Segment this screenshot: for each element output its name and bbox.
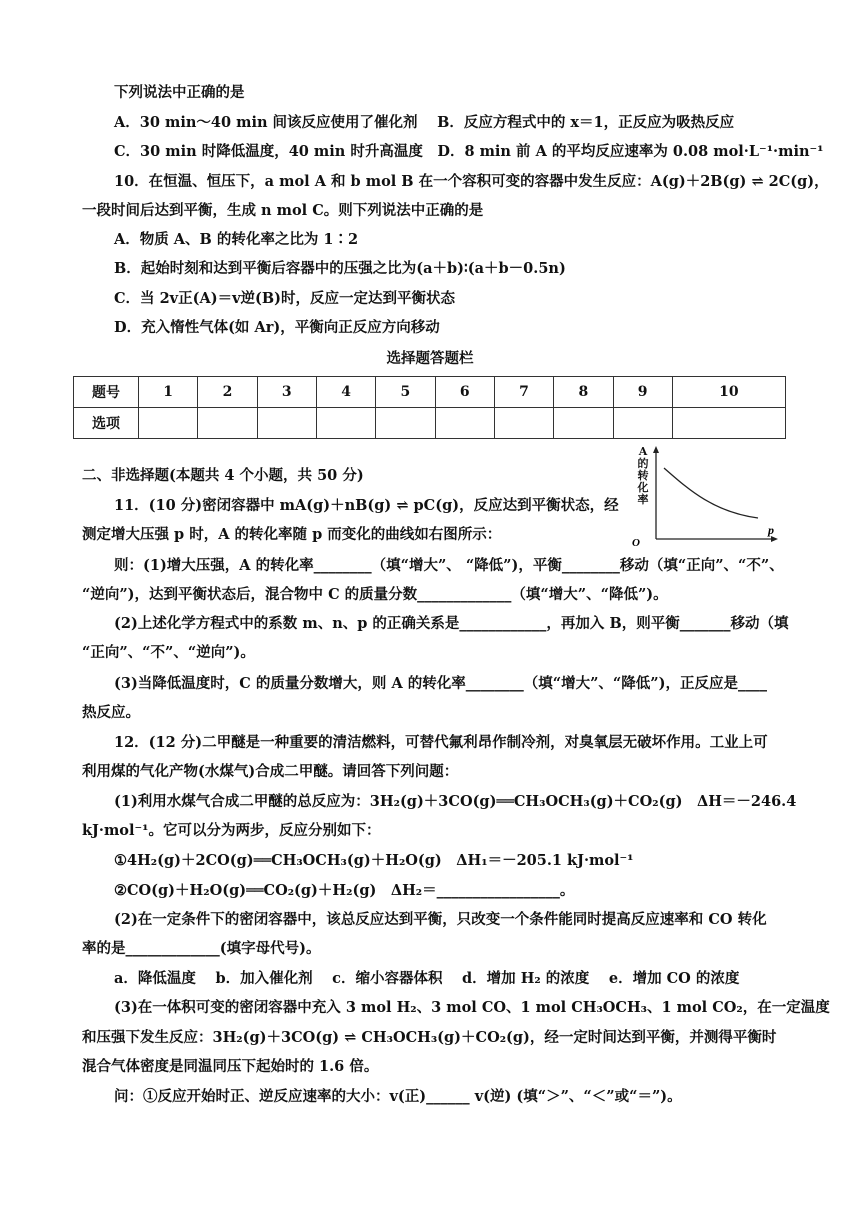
q11-line8: 热反应。 xyxy=(82,704,140,721)
answer-cell[interactable] xyxy=(435,408,494,439)
answer-cell[interactable] xyxy=(672,408,785,439)
answer-number: 3 xyxy=(257,377,316,408)
answer-cell[interactable] xyxy=(316,408,375,439)
q9-option-cd: C．30 min 时降低温度，40 min 时升高温度 D．8 min 前 A 的平均反应速率为 0.08 mol·L⁻¹·min⁻¹ xyxy=(114,143,824,160)
graph-y-arrow xyxy=(653,446,659,453)
answer-cell[interactable] xyxy=(376,408,435,439)
q11-line1: 11．(10 分)密闭容器中 mA(g)＋nB(g) ⇌ pC(g)，反应达到平衡状态，经 xyxy=(114,497,619,514)
q12-line1: 12．(12 分)二甲醚是一种重要的清洁燃料，可替代氟利昂作制冷剂，对臭氧层无破坏作用。工业上可 xyxy=(114,734,768,751)
q10-option-b: B．起始时刻和达到平衡后容器中的压强之比为(a＋b)∶(a＋b－0.5n) xyxy=(114,260,566,277)
answer-table-choice-row xyxy=(74,408,786,439)
q10-option-c: C．当 2v正(A)＝v逆(B)时，反应一定达到平衡状态 xyxy=(114,290,455,307)
q12-line3: (1)利用水煤气合成二甲醚的总反应为：3H₂(g)＋3CO(g)══CH₃OCH₃(g)＋CO₂(g) ΔH＝－246.4 xyxy=(114,793,797,810)
q11-line5: (2)上述化学方程式中的系数 m、n、p 的正确关系是____________，再加入 B，则平衡_______移动（填 xyxy=(114,615,789,632)
q12-line8: 率的是_____________(填字母代号)。 xyxy=(82,940,321,957)
graph-x-label: p xyxy=(768,523,774,537)
answer-cell[interactable] xyxy=(494,408,553,439)
q10-option-d: D．充入惰性气体(如 Ar)，平衡向正反应方向移动 xyxy=(114,319,440,336)
answer-number: 7 xyxy=(494,377,553,408)
q12-line2: 利用煤的气化产物(水煤气)合成二甲醚。请回答下列问题： xyxy=(82,763,459,780)
section2-heading: 二、非选择题(本题共 4 个小题，共 50 分) xyxy=(82,467,364,484)
q12-line7: (2)在一定条件下的密闭容器中，该总反应达到平衡，只改变一个条件能同时提高反应速率和 CO 转化 xyxy=(114,911,767,928)
answer-cell[interactable] xyxy=(257,408,316,439)
answer-number: 4 xyxy=(316,377,375,408)
q12-line6: ②CO(g)＋H₂O(g)══CO₂(g)＋H₂(g) ΔH₂＝_________________。 xyxy=(114,882,575,899)
answer-table-title: 选择题答题栏 xyxy=(386,350,474,367)
answer-number: 5 xyxy=(376,377,435,408)
q12-line9: a．降低温度 b．加入催化剂 c．缩小容器体积 d．增加 H₂ 的浓度 e．增加 CO 的浓度 xyxy=(114,970,740,987)
answer-table-row-label: 选项 xyxy=(74,408,139,439)
answer-number: 6 xyxy=(435,377,494,408)
answer-cell[interactable] xyxy=(554,408,613,439)
graph-y-label: A的转化率 xyxy=(637,445,649,506)
q10-stem-line2: 一段时间后达到平衡，生成 n mol C。则下列说法中正确的是 xyxy=(82,202,484,219)
answer-number: 10 xyxy=(672,377,785,408)
answer-number: 8 xyxy=(554,377,613,408)
q12-line10: (3)在一体积可变的密闭容器中充入 3 mol H₂、3 mol CO、1 mol CH₃OCH₃、1 mol CO₂，在一定温度 xyxy=(114,999,830,1016)
q11-line3: 则：(1)增大压强，A 的转化率________（填“增大”、 “降低”)，平衡________移动（填“正向”、“不”、 xyxy=(114,557,784,574)
answer-table-number-row xyxy=(74,377,786,408)
q11-line7: (3)当降低温度时，C 的质量分数增大，则 A 的转化率________（填“增大”、“降低”)，正反应是____ xyxy=(114,675,767,692)
answer-cell[interactable] xyxy=(139,408,198,439)
q9-option-ab: A．30 min～40 min 间该反应使用了催化剂 B．反应方程式中的 x＝1，正反应为吸热反应 xyxy=(114,114,735,131)
answer-number: 2 xyxy=(198,377,257,408)
answer-cell[interactable] xyxy=(613,408,672,439)
q10-option-a: A．物质 A、B 的转化率之比为 1∶2 xyxy=(114,231,359,248)
graph-origin-label: O xyxy=(632,537,640,549)
answer-cell[interactable] xyxy=(198,408,257,439)
q12-line12: 混合气体密度是同温同压下起始时的 1.6 倍。 xyxy=(82,1058,379,1075)
q9-intro: 下列说法中正确的是 xyxy=(114,84,245,101)
answer-table xyxy=(73,376,786,439)
q12-line13: 问：①反应开始时正、逆反应速率的大小：v(正)______ v(逆) (填“＞”、“＜”或“＝”)。 xyxy=(114,1088,682,1105)
q12-line4: kJ·mol⁻¹。它可以分为两步，反应分别如下： xyxy=(82,822,381,839)
q11-line4: “逆向”)，达到平衡状态后，混合物中 C 的质量分数_____________（填“增大”、“降低”)。 xyxy=(82,586,668,603)
graph-curve xyxy=(664,468,758,518)
graph-plot xyxy=(618,444,788,556)
answer-table-row-label: 题号 xyxy=(74,377,139,408)
q12-line5: ①4H₂(g)＋2CO(g)══CH₃OCH₃(g)＋H₂O(g) ΔH₁＝－205.1 kJ·mol⁻¹ xyxy=(114,852,634,869)
q12-line11: 和压强下发生反应：3H₂(g)＋3CO(g) ⇌ CH₃OCH₃(g)＋CO₂(g)，经一定时间达到平衡，并测得平衡时 xyxy=(82,1029,777,1046)
q11-graph xyxy=(618,444,788,556)
q11-line6: “正向”、“不”、“逆向”)。 xyxy=(82,644,255,661)
answer-number: 1 xyxy=(139,377,198,408)
q10-stem-line1: 10．在恒温、恒压下，a mol A 和 b mol B 在一个容积可变的容器中发生反应：A(g)＋2B(g) ⇌ 2C(g)， xyxy=(114,173,829,190)
q11-line2: 测定增大压强 p 时，A 的转化率随 p 而变化的曲线如右图所示： xyxy=(82,526,502,543)
answer-number: 9 xyxy=(613,377,672,408)
